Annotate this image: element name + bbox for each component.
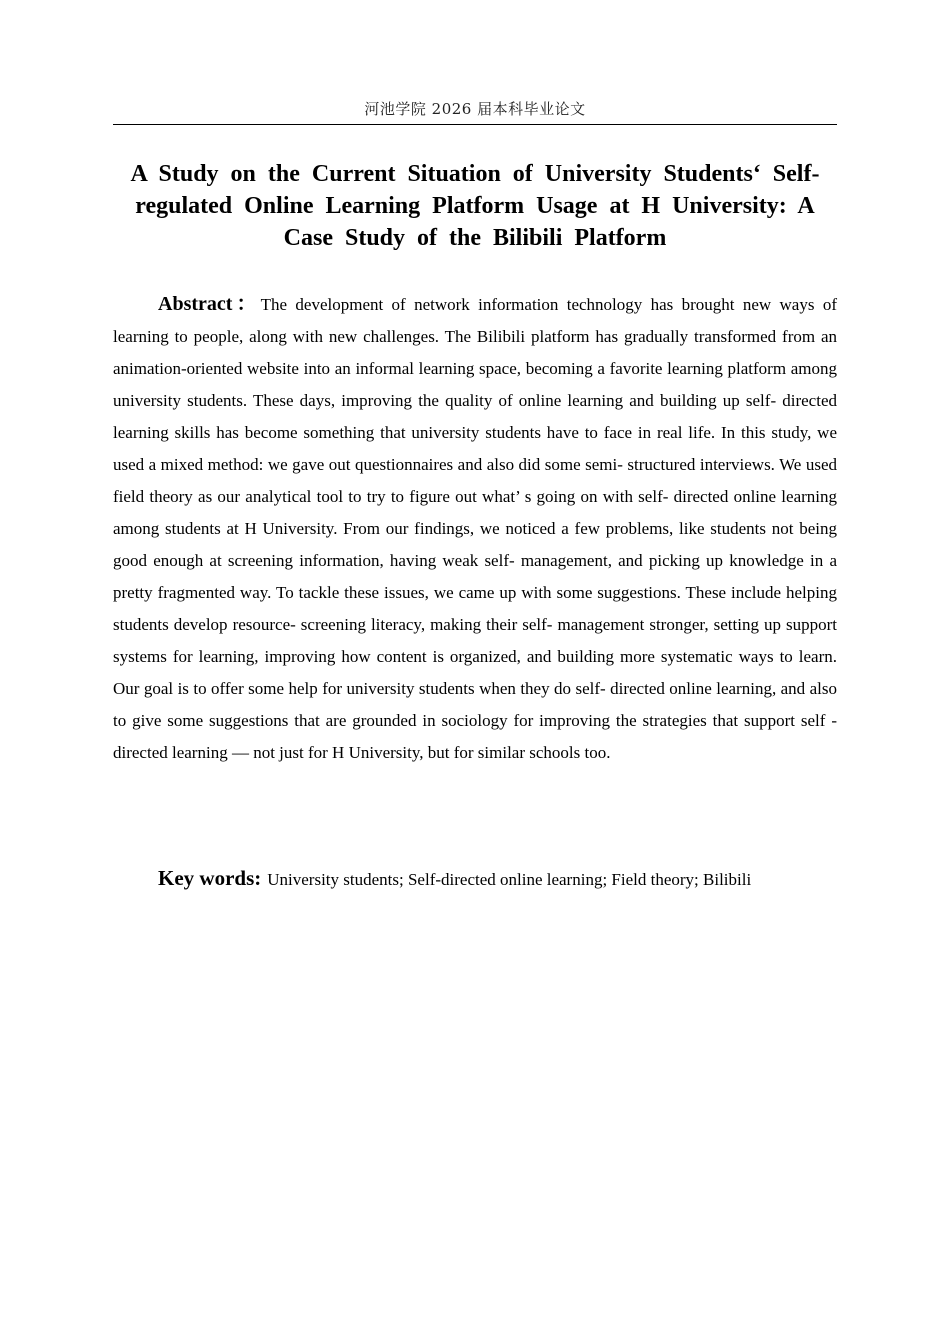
keywords-text: University students; Self-directed online learning; Field theory; Bilibili <box>267 870 752 889</box>
header-rule <box>113 124 837 125</box>
running-header: 河池学院 2026 届本科毕业论文 <box>364 100 586 118</box>
abstract-text: The development of network information technology has brought new ways of learning to people, along with new challenges. The Bilibili platform has gradually transformed from an animation-oriented website into an informal learning space, becoming a favorite learning platform among university students. These days, improving the quality of online learning and building up self- directed learning skills has become something that university students have to face in real life. In this study, we used a mixed method: we gave out questionnaires and also did some semi- structured interviews. We used field theory as our analytical tool to try to figure out what’ s going on with self- directed online learning among students at H University. From our findings, we noticed a few problems, like students not being good enough at screening information, having weak self- management, and picking up knowledge in a pretty fragmented way. To tackle these issues, we came up with some suggestions. These include helping students develop resource- screening literacy, making their self- management stronger, setting up support systems for learning, improving how content is organized, and building more systematic ways to learn. Our goal is to offer some help for university students when they do self- directed online learning, and also to give some suggestions that are grounded in sociology for improving the strategies that support self - directed learning — not just for H University, but for similar schools too. <box>113 295 837 762</box>
paper-title: A Study on the Current Situation of University Students‘ Self-regulated Online Learning Platform Usage at H University: A Case Study of the Bilibili Platform <box>130 161 820 251</box>
abstract-label: Abstract： <box>158 293 261 315</box>
abstract-paragraph <box>113 288 837 769</box>
keywords-paragraph <box>158 862 837 896</box>
keywords-label: Key words: <box>158 866 262 890</box>
